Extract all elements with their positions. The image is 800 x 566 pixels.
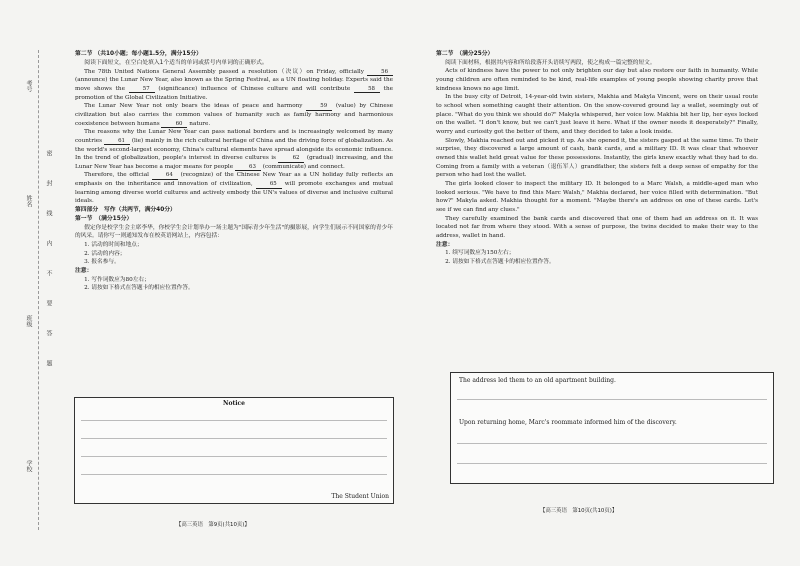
answer-blank[interactable]: 59 — [306, 103, 332, 110]
answer-blank[interactable]: 57 — [129, 86, 155, 93]
answer-blank[interactable]: 63 — [235, 164, 261, 171]
writing-line — [81, 474, 387, 475]
passage-paragraph: The Lunar New Year not only bears the ideas of peace and harmony 59 (value) by Chinese civilization but also carries the common values of humanity such as family harmony and harmonious coexistence between humans 60 nature. — [75, 103, 394, 127]
answer-blank[interactable]: 58 — [354, 86, 380, 93]
seal-char: 内 — [45, 240, 52, 246]
continuation-answer-box[interactable] — [450, 372, 774, 484]
writing-line — [457, 463, 767, 464]
name-label: 姓名 — [25, 195, 32, 207]
part-heading: 第四部分 写作（共两节，满分40分） — [75, 207, 176, 214]
seal-char: 密 — [45, 150, 52, 156]
class-label: 班级 — [25, 315, 32, 327]
note-item: 2. 请按如下格式在答题卡的相应位置作答。 — [84, 285, 194, 292]
answer-blank[interactable]: 56 — [367, 69, 393, 76]
seal-char: 线 — [45, 210, 52, 216]
passage-paragraph: The reasons why the Lunar New Year can pass national borders and is increasingly welcomed by many countries 61 (lie) mainly in the rich cultural heritage of China and the driving force of globalization. As the world's second-largest economy, China's cultural elements have spread alongside its economic influence. In the trend of globalization, people's interest in diverse cultures is 62 (gradual) increasing, and the Lunar New Year has become a major means for people 63 (communicate) and connect. — [75, 129, 394, 170]
answer-blank[interactable]: 64 — [152, 172, 178, 179]
answer-blank[interactable]: 65 — [256, 181, 282, 188]
page-footer: 【高三英语 第10页(共10页)】 — [540, 508, 618, 514]
notice-title: Notice — [222, 400, 245, 407]
section-title: 第二节 （共10小题；每小题1.5分，满分15分） — [75, 51, 202, 57]
instruction: 阅读下面短文，在空白处填入1个适当的单词或括号内单词的正确形式。 — [84, 59, 268, 66]
instruction: 阅读下面材料，根据其内容和所给段落开头语续写两段，使之构成一篇完整的短文。 — [445, 59, 656, 66]
writing-line — [81, 456, 387, 457]
answer-blank[interactable]: 61 — [104, 138, 130, 145]
opening-sentence-1: The address led them to an old apartment building. — [459, 377, 616, 384]
story-paragraph: Acts of kindness have the power to not only brighten our day but also restore our faith in humanity. While young children are often reminded to be kind, real-life examples of young people showing charity prove that kindness knows no age limit. — [436, 68, 758, 92]
passage-paragraph: Therefore, the official 64 (recognize) of the Chinese New Year as a UN holiday fully reflects an emphasis on the inheritance and innovation of civilization, 65 will promote exchanges and mutual learning among diverse world cultures and actively embody the UN's values of diverse and inclusive cultural ideals. — [75, 172, 393, 205]
note-item: 1. 写作词数应为80左右； — [84, 276, 150, 283]
right-page — [436, 50, 758, 267]
school-label: 学校 — [25, 460, 32, 472]
story-paragraph: In the busy city of Detroit, 14-year-old twin sisters, Makhia and Makyla Vincent, were on their usual route to school when something caught their attention. On the snow-covered ground lay a wallet, seemingly out of place. "What do you think we should do?" Makyla whispered, her voice low. Makhia bit her lip, her eyes locked on the wallet. "I don't know, but we can't just leave it here. What if the owner needs it desperately?" Finally, worry and curiosity got the better of them, and they decided to take a look inside. — [436, 94, 758, 136]
story-paragraph: The girls looked closer to inspect the military ID. It belonged to a Marc Walsh, a middle-aged man who looked serious. "We have to find this Marc Walsh," Makhia declared, her voice filled with determination. "But how?" Makyla asked. Makhia thought for a moment. "Maybe there's an address on one of these cards. Let's see if we can find any clues." — [436, 180, 758, 213]
seal-char: 封 — [45, 180, 52, 186]
left-page — [75, 50, 393, 293]
task-point: 1. 活动的时间和地点； — [84, 242, 143, 248]
opening-sentence-2: Upon returning home, Marc's roommate informed him of the discovery. — [459, 419, 677, 426]
section-heading: 第一节 （满分15分） — [75, 215, 133, 222]
section-title: 第二节 （满分25分） — [436, 51, 494, 57]
answer-blank[interactable]: 62 — [278, 155, 304, 162]
seal-char: 要 — [45, 300, 52, 306]
writing-line — [81, 420, 387, 421]
page-footer: 【高三英语 第9页(共10页)】 — [176, 522, 250, 528]
seal-char: 不 — [45, 270, 52, 276]
story-paragraph: They carefully examined the bank cards and discovered that one of them had an address on it. It was located not far from where they stood. With a sense of purpose, the twins decided to make their way to the address, wallet in hand. — [436, 215, 758, 239]
binding-margin — [10, 40, 58, 530]
writing-line — [457, 399, 767, 400]
seal-char: 题 — [45, 360, 52, 366]
note-item: 1. 续写词数应为150左右； — [445, 250, 515, 257]
seal-line — [38, 50, 39, 530]
writing-line — [81, 438, 387, 439]
note-item: 2. 请按如下格式在答题卡的相应位置作答。 — [445, 259, 555, 266]
writing-task: 假定你是校学生会主席李华，你校学生会计划举办一场主题为"国际青少年生活"的摄影展，向学生们展示不同国家的青少年的风采。请你写一则通知发布在校英语网站上，内容包括： — [75, 224, 393, 240]
writing-line — [457, 443, 767, 444]
task-point: 3. 报名参与。 — [84, 259, 120, 266]
signature: The Student Union — [331, 493, 389, 500]
answer-blank[interactable]: 60 — [161, 121, 187, 128]
passage-paragraph: The 78th United Nations General Assembly passed a resolution（决议）on Friday, officially 56 (announce) the Lunar New Year, also known as the Spring Festival, as a UN floating holiday. Experts said the move shows the 57 (significance) influence of Chinese culture and will contribute 58 the promotion of the Global Civilization Initiative. — [75, 68, 393, 101]
notice-answer-box[interactable] — [74, 397, 394, 504]
notes-label: 注意： — [75, 267, 93, 274]
exam-no-label: 考号 — [25, 80, 32, 92]
task-point: 2. 活动的内容； — [84, 250, 126, 257]
story-paragraph: Slowly, Makhia reached out and picked it up. As she opened it, the sisters gasped at the same time. To their surprise, they discovered a large amount of cash, bank cards, and a military ID. It was clear that whoever owned this wallet held great value for these possessions. Instantly, the girls knew exactly what they had to do. Coming from a family with a veteran（退伍军人）grandfather, the sisters felt a deep sense of empathy for the person who had lost the wallet. — [436, 137, 758, 179]
seal-char: 答 — [45, 330, 52, 336]
notes-label: 注意： — [436, 241, 454, 248]
